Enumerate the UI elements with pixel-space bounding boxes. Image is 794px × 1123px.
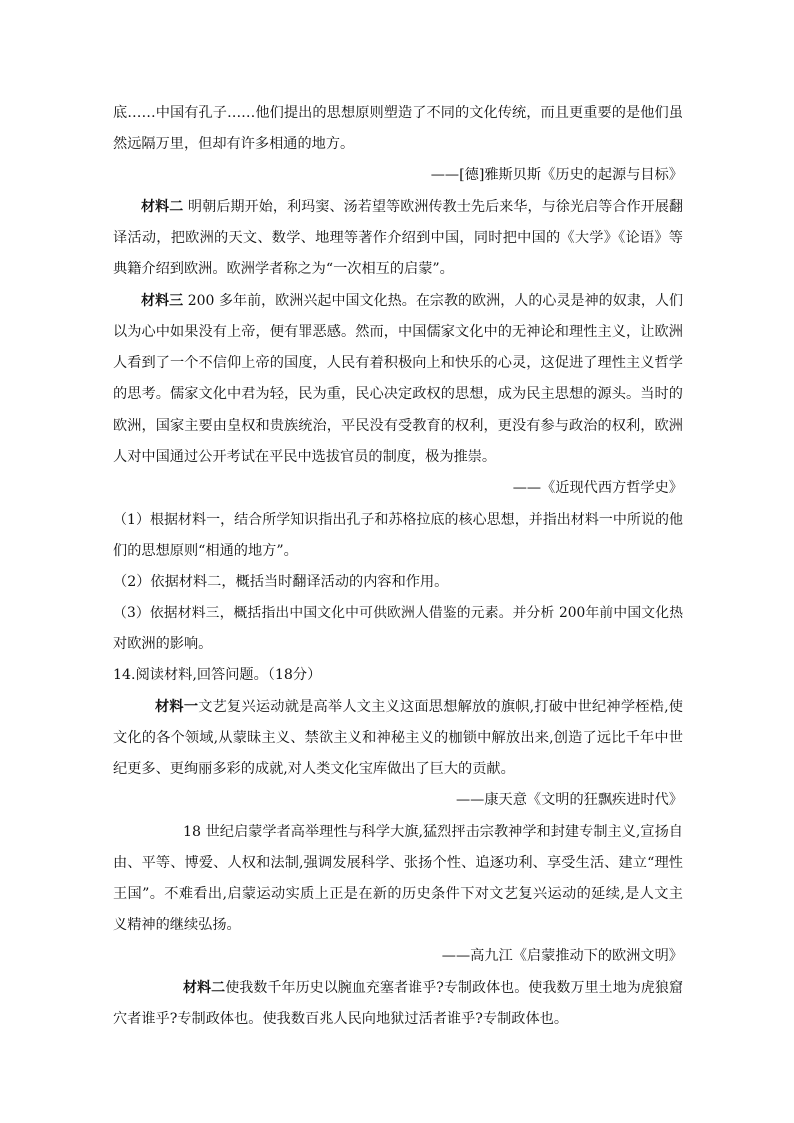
material-paragraph: 材料三 200 多年前，欧洲兴起中国文化热。在宗教的欧洲，人的心灵是神的奴隶，人们 — [141, 293, 684, 309]
text-line: 典籍介绍到欧洲。欧洲学者称之为“一次相互的启蒙”。 — [113, 261, 454, 277]
text-line: 义精神的继续弘扬。 — [113, 917, 241, 933]
material-paragraph: 材料二 明朝后期开始，利玛窦、汤若望等欧洲传教士先后来华，与徐光启等合作开展翻 — [141, 199, 684, 215]
material-label: 材料三 — [141, 293, 184, 309]
question-line: （3）依据材料三，概括指出中国文化中可供欧洲人借鉴的元素。并分析 200年前中国文化热 — [113, 605, 683, 621]
text-line: 纪更多、更绚丽多彩的成就,对人类文化宝库做出了巨大的贡献。 — [113, 761, 515, 777]
text-line: 然远隔万里，但却有许多相通的地方。 — [113, 136, 355, 152]
source-citation: ——《近现代西方哲学史》 — [512, 480, 683, 496]
source-citation: ——康天意《文明的狂飘疾进时代》 — [455, 792, 683, 808]
material-label: 材料二 — [183, 980, 226, 996]
material-paragraph: 18 世纪启蒙学者高举理性与科学大旗,猛烈抨击宗教神学和封建专制主义,宣扬自 — [183, 824, 683, 840]
question-line: （1）根据材料一，结合所学知识指出孔子和苏格拉底的核心思想，并指出材料一中所说的他 — [113, 512, 683, 528]
source-citation: ——高九江《启蒙推动下的欧洲文明》 — [441, 948, 683, 964]
question-heading: 14.阅读材料,回答问题。（18分） — [113, 667, 322, 683]
question-line: （2）依据材料二，概括当时翻译活动的内容和作用。 — [113, 574, 449, 590]
source-citation: ——[德]雅斯贝斯《历史的起源与目标》 — [430, 167, 683, 183]
question-line: 对欧洲的影响。 — [113, 636, 213, 652]
text-line: 穴者谁乎?专制政体也。使我数百兆人民向地狱过活者谁乎?专制政体也。 — [113, 1011, 569, 1027]
text-line: 人对中国通过公开考试在平民中选拔官员的制度，极为推崇。 — [113, 449, 497, 465]
text-line: 由、平等、博爱、人权和法制,强调发展科学、张扬个性、追逐功利、享受生活、建立“理性 — [113, 855, 683, 871]
material-paragraph: 材料一文艺复兴运动就是高举人文主义这面思想解放的旗帜,打破中世纪神学桎梏,使 — [155, 699, 683, 715]
question-line: 们的思想原则“相通的地方”。 — [113, 543, 298, 559]
text-line: 的思考。儒家文化中君为轻，民为重，民心决定政权的思想，成为民主思想的源头。当时的 — [113, 386, 683, 402]
material-label: 材料二 — [141, 199, 184, 215]
material-label: 材料一 — [155, 699, 199, 715]
text-line: 王国”。不难看出,启蒙运动实质上正是在新的历史条件下对文艺复兴运动的延续,是人文主 — [113, 886, 683, 902]
material-paragraph: 材料二使我数千年历史以腕血充塞者谁乎?专制政体也。使我数万里土地为虎狼窟 — [183, 980, 683, 996]
text-line: 文化的各个领域,从蒙昧主义、禁欲主义和神秘主义的枷锁中解放出来,创造了远比千年中世 — [113, 730, 683, 746]
text-line: 底……中国有孔子……他们提出的思想原则塑造了不同的文化传统，而且更重要的是他们虽 — [113, 105, 683, 121]
text-line: 欧洲，国家主要由皇权和贵族统治，平民没有受教育的权利，更没有参与政治的权利，欧洲 — [113, 418, 683, 434]
text-line: 以为心中如果没有上帝，便有罪恶感。然而，中国儒家文化中的无神论和理性主义，让欧洲 — [113, 324, 683, 340]
text-line: 译活动，把欧洲的天文、数学、地理等著作介绍到中国，同时把中国的《大学》《论语》等 — [113, 230, 683, 246]
text-line: 人看到了一个不信仰上帝的国度，人民有着积极向上和快乐的心灵，这促进了理性主义哲学 — [113, 355, 683, 371]
